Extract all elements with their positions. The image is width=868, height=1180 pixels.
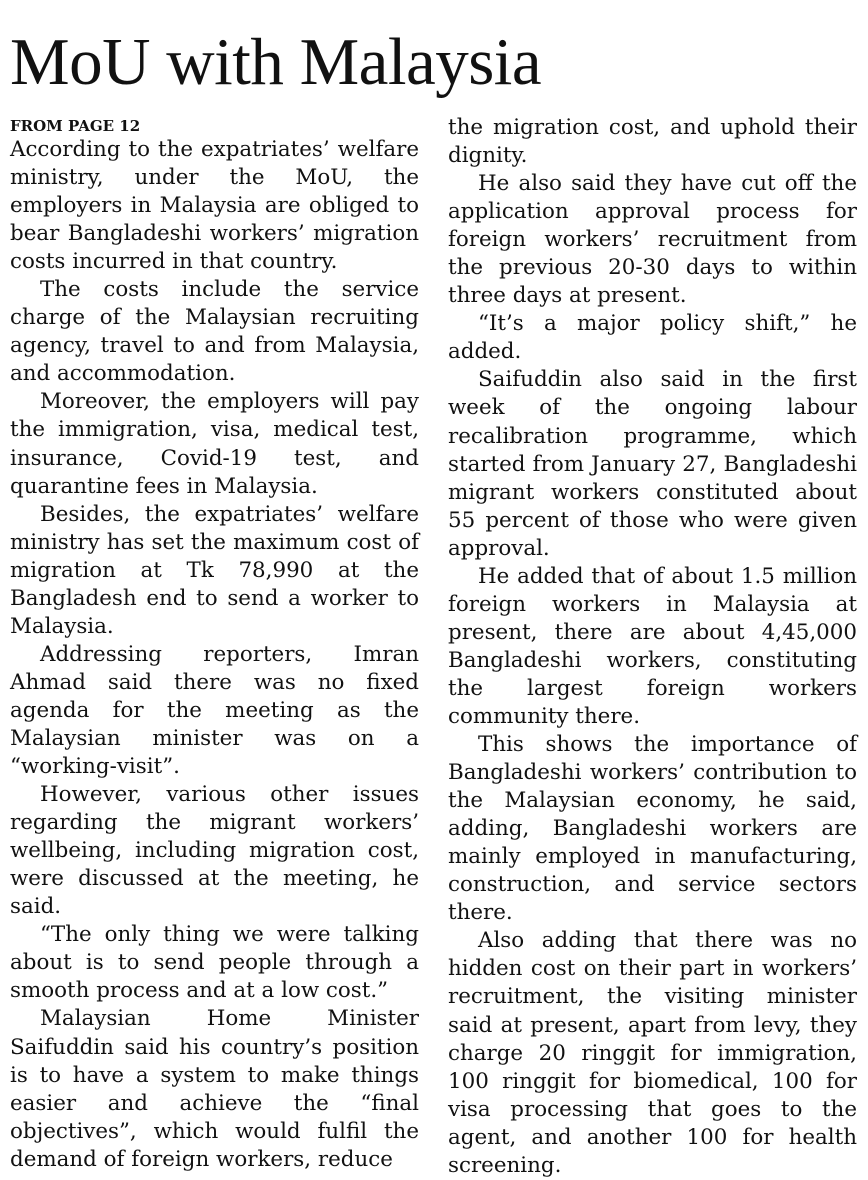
- paragraph: This shows the importance of Bangladeshi workers’ contribution to the Malaysian economy, he said, adding, Bangladeshi workers are mainly employed in manufacturing, construction, and service sectors there.: [448, 732, 857, 926]
- paragraph: Malaysian Home Minister Saifuddin said his country’s position is to have a system to make things easier and achieve the “final objectives”, which would fulfil the demand of foreign workers, reduce: [10, 1006, 419, 1172]
- paragraph: Besides, the expatriates’ welfare ministry has set the maximum cost of migration at Tk 78,990 at the Bangladesh end to send a worker to Malaysia.: [10, 501, 419, 639]
- paragraph: According to the expatriates’ welfare ministry, under the MoU, the employers in Malaysia are obliged to bear Bangladeshi workers’ migration costs incurred in that country.: [10, 137, 419, 275]
- paragraph: However, various other issues regarding the migrant workers’ wellbeing, including migration cost, were discussed at the meeting, he said.: [10, 782, 419, 920]
- paragraph: Also adding that there was no hidden cost on their part in workers’ recruitment, the visiting minister said at present, apart from levy, they charge 20 ringgit for immigration, 100 ringgit for biomedical, 100 for visa processing that goes to the agent, and another 100 for health screening.: [448, 928, 857, 1178]
- article-column-left: [10, 114, 419, 1174]
- paragraph: the migration cost, and uphold their dignity.: [448, 115, 857, 169]
- dateline: FROM PAGE 12: [10, 117, 141, 135]
- paragraph: “It’s a major policy shift,” he added.: [448, 311, 857, 365]
- paragraph: “The only thing we were talking about is to send people through a smooth process and at a low cost.”: [10, 922, 419, 1004]
- paragraph: Moreover, the employers will pay the immigration, visa, medical test, insurance, Covid-19 test, and quarantine fees in Malaysia.: [10, 389, 419, 499]
- paragraph: The costs include the service charge of the Malaysian recruiting agency, travel to and from Malaysia, and accommodation.: [10, 277, 419, 387]
- paragraph: He also said they have cut off the application approval process for foreign workers’ recruitment from the previous 20-30 days to within three days at present.: [448, 171, 857, 309]
- article-column-right: [448, 114, 857, 1180]
- paragraph: Addressing reporters, Imran Ahmad said there was no fixed agenda for the meeting as the Malaysian minister was on a “working-visit”.: [10, 641, 419, 780]
- paragraph: He added that of about 1.5 million foreign workers in Malaysia at present, there are about 4,45,000 Bangladeshi workers, constituting the largest foreign workers community there.: [448, 563, 857, 729]
- headline: MoU with Malaysia: [10, 25, 542, 99]
- paragraph: Saifuddin also said in the first week of the ongoing labour recalibration programme, which started from January 27, Bangladeshi migrant workers constituted about 55 percent of those who were given approval.: [448, 367, 857, 561]
